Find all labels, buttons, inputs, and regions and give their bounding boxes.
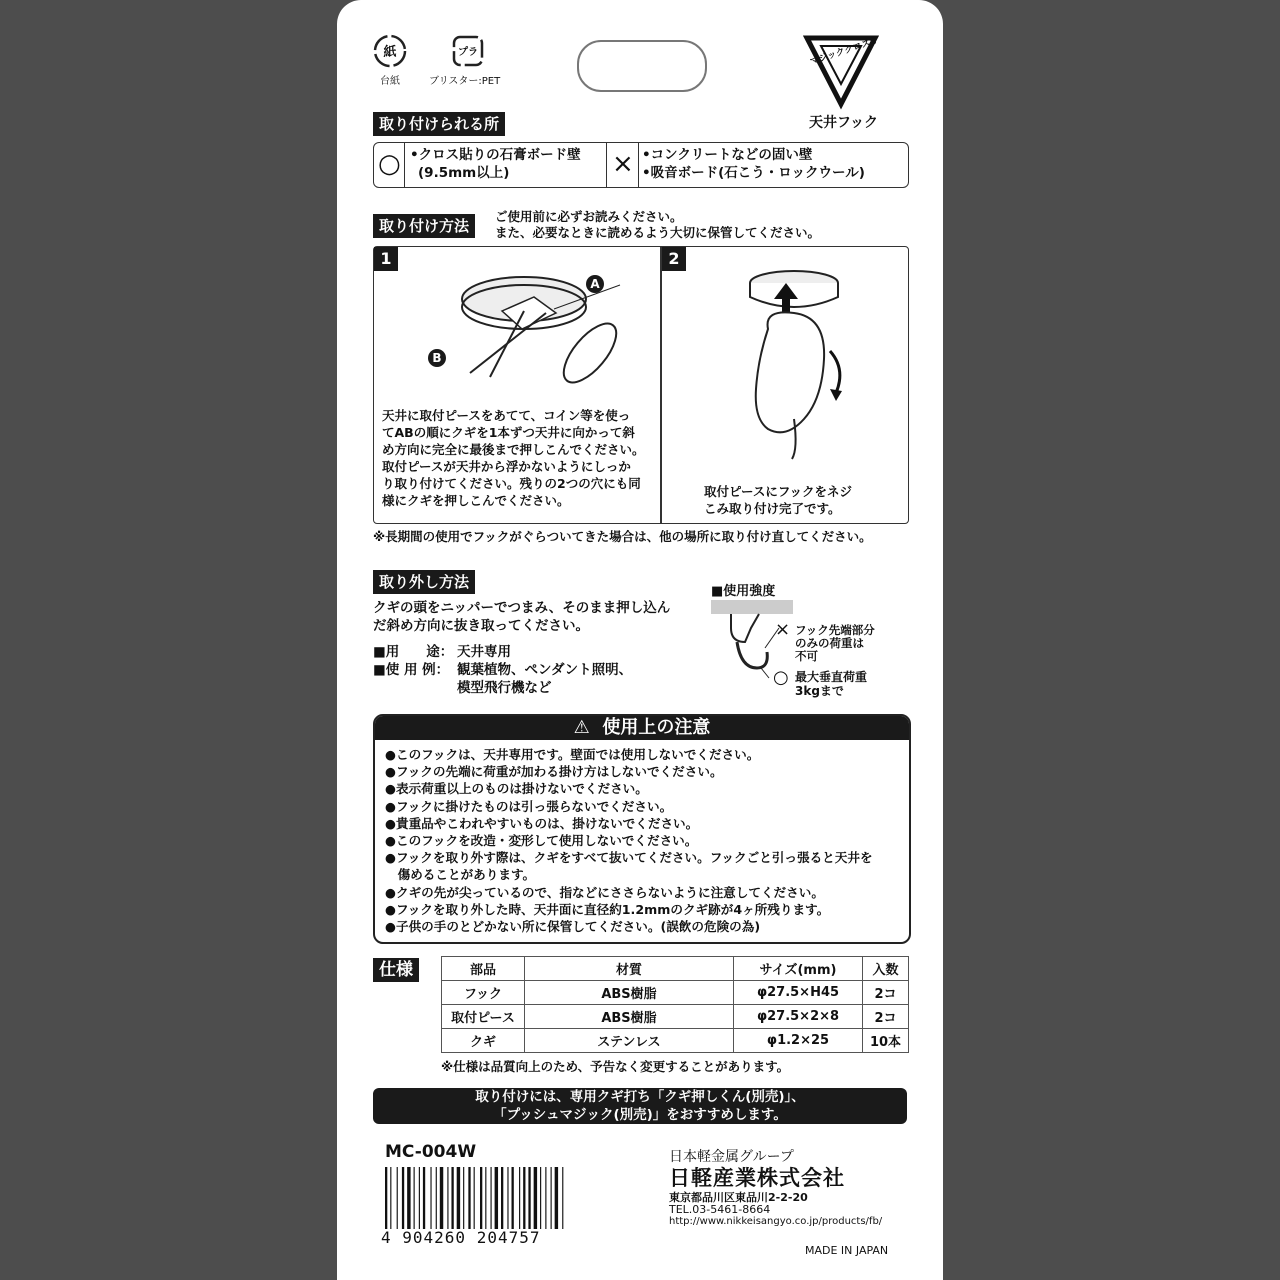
barcode-bar — [440, 1167, 443, 1229]
table-row — [442, 1029, 909, 1053]
removal-line1: クギの頭をニッパーでつまみ、そのまま押し込ん — [373, 600, 671, 616]
model-number: MC-004W — [385, 1142, 477, 1162]
step2-number: 2 — [662, 247, 686, 271]
spec-cell: 10本 — [863, 1029, 909, 1053]
barcode-bar — [523, 1167, 525, 1229]
barcode-bar — [430, 1167, 431, 1229]
spec-note: ※仕様は品質向上のため、予告なく変更することがあります。 — [441, 1059, 790, 1074]
ok-symbol: ○ — [378, 149, 401, 179]
caution-item: ●子供の手のとどかない所に保管してください。(誤飲の危険の為) — [385, 919, 761, 935]
caution-item: ●クギの先が尖っているので、指などにささらないように注意してください。 — [385, 884, 824, 900]
strength-ok-line2: 3kgまで — [795, 684, 844, 698]
barcode-bar — [512, 1167, 514, 1229]
strength-title: ■使用強度 — [711, 584, 776, 599]
step1-illustration — [424, 267, 664, 407]
caution-item: ●貴重品やこわれやすいものは、掛けないでください。 — [385, 815, 699, 831]
ng-line1: •コンクリートなどの固い壁 — [642, 147, 813, 163]
caution-item: ●表示荷重以上のものは掛けないでください。 — [385, 781, 648, 797]
hang-hole — [577, 40, 707, 92]
recycle-paper-label: 台紙 — [380, 76, 400, 87]
table-row — [442, 1005, 909, 1029]
caution-header — [375, 716, 909, 740]
spec-cell: φ1.2×25 — [734, 1029, 863, 1053]
barcode-bar — [407, 1167, 410, 1229]
recommend-line2: 「プッシュマジック(別売)」をおすすめします。 — [493, 1106, 787, 1123]
barcode-bar — [485, 1167, 486, 1229]
caution-item: 傷めることがあります。 — [385, 867, 536, 883]
install-steps-box — [373, 246, 909, 524]
step2-line: 取付ピースにフックをネジ — [704, 484, 853, 499]
barcode-bar — [519, 1167, 520, 1229]
step1-line: 様にクギを押しこんでください。 — [382, 493, 570, 508]
caution-item: ●フックに掛けたものは引っ張らないでください。 — [385, 798, 673, 814]
install-note-line1: ご使用前に必ずお読みください。 — [495, 209, 683, 224]
strength-ng-line2: のみの荷重は — [795, 636, 864, 650]
barcode-bar — [540, 1167, 541, 1229]
spec-header: サイズ(mm) — [734, 957, 863, 981]
recycle-plastic-label: ブリスター:PET — [429, 76, 501, 87]
spec-header: 入数 — [863, 957, 909, 981]
barcode-bar — [457, 1167, 460, 1229]
step1-number: 1 — [374, 247, 398, 271]
spec-header: 材質 — [525, 957, 734, 981]
recommend-banner — [373, 1088, 907, 1124]
product-name: 天井フック — [809, 115, 879, 131]
removal-line2: だ斜め方向に抜き取ってください。 — [373, 618, 589, 634]
barcode-bar — [555, 1167, 558, 1229]
barcode-bar — [534, 1167, 537, 1229]
step1-label-a: A — [586, 275, 604, 293]
barcode-bar — [402, 1167, 404, 1229]
brand-logo-text: マジッククロス8 — [808, 36, 878, 68]
barcode-bar — [528, 1167, 530, 1229]
caution-title: 使用上の注意 — [602, 717, 711, 738]
barcode-bar — [551, 1167, 552, 1229]
made-in: MADE IN JAPAN — [805, 1244, 889, 1257]
spec-title: 仕様 — [373, 958, 419, 982]
install-footnote: ※長期間の使用でフックがぐらついてきた場合は、他の場所に取り付け直してください。 — [373, 529, 872, 544]
spec-cell: クギ — [442, 1029, 525, 1053]
spec-cell: φ27.5×H45 — [734, 981, 863, 1005]
ng-symbol: × — [612, 149, 634, 179]
removal-title: 取り外し方法 — [373, 570, 475, 594]
spec-cell: 取付ピース — [442, 1005, 525, 1029]
step1-line: 天井に取付ピースをあてて、コイン等を使っ — [382, 408, 631, 423]
barcode-bar — [436, 1167, 437, 1229]
ng-line2: •吸音ボード(石こう・ロックウール) — [642, 165, 865, 181]
barcode-bar — [480, 1167, 482, 1229]
step1-line: め方向に完全に最後まで押しこんでください。 — [382, 442, 645, 457]
barcode-bar — [507, 1167, 508, 1229]
mount-places-title: 取り付けられる所 — [373, 112, 505, 136]
recycle-plastic-mark: プラ — [458, 47, 478, 58]
example-line1: 観葉植物、ペンダント照明、 — [457, 662, 633, 678]
company-group: 日本軽金属グループ — [669, 1149, 794, 1165]
barcode-bar — [385, 1167, 387, 1229]
recommend-line1: 取り付けには、専用クギ打ち「クギ押しくん(別売)」、 — [475, 1089, 805, 1105]
caution-item: ●フックの先端に荷重が加わる掛け方はしないでください。 — [385, 764, 723, 780]
barcode-bar — [390, 1167, 391, 1229]
company-name: 日軽産業株式会社 — [669, 1166, 845, 1190]
barcode — [383, 1167, 593, 1231]
caution-list — [375, 746, 909, 935]
install-title: 取り付け方法 — [373, 214, 475, 238]
spec-cell: フック — [442, 981, 525, 1005]
barcode-bar — [414, 1167, 415, 1229]
barcode-digits: 4 904260 204757 — [381, 1228, 541, 1247]
barcode-bar — [419, 1167, 420, 1229]
barcode-bar — [474, 1167, 475, 1229]
strength-ng-line3: 不可 — [795, 649, 818, 663]
caution-item: ●フックを取り外した時、天井面に直径約1.2mmのクギ跡が4ヶ所残ります。 — [385, 901, 830, 917]
caution-box — [373, 714, 911, 944]
strength-ng-symbol: × — [775, 619, 791, 640]
spec-cell: 2コ — [863, 981, 909, 1005]
barcode-bar — [423, 1167, 425, 1229]
barcode-bar — [447, 1167, 448, 1229]
spec-cell: ABS樹脂 — [525, 981, 734, 1005]
caution-item: ●このフックを改造・変形して使用しないでください。 — [385, 833, 698, 849]
step1-line: り取り付けてください。残りの2つの穴にも同 — [382, 476, 641, 491]
barcode-bar — [397, 1167, 398, 1229]
barcode-bar — [545, 1167, 546, 1229]
barcode-bar — [562, 1167, 563, 1229]
warning-icon: ⚠ — [573, 717, 590, 738]
step1-label-b: B — [428, 349, 446, 367]
ok-line2: (9.5mm以上) — [418, 165, 510, 181]
step1-line: 取付ピースが天井から浮かないようにしっか — [382, 459, 631, 474]
barcode-bar — [491, 1167, 492, 1229]
strength-ok-line1: 最大垂直荷重 — [795, 670, 868, 684]
ok-line1: •クロス貼りの石膏ボード壁 — [410, 147, 581, 163]
barcode-bar — [501, 1167, 503, 1229]
company-address: 東京都品川区東品川2-2-20 — [669, 1191, 808, 1204]
spec-header-row — [442, 957, 909, 981]
barcode-bar — [468, 1167, 470, 1229]
spec-cell: ステンレス — [525, 1029, 734, 1053]
step2-line: こみ取り付け完了です。 — [704, 501, 841, 516]
usage-label: ■用 途： — [373, 644, 454, 660]
barcode-bar — [463, 1167, 464, 1229]
example-line2: 模型飛行機など — [457, 680, 552, 696]
caution-item: ●フックを取り外す際は、クギをすべて抜いてください。フックごと引っ張ると天井を — [385, 850, 873, 866]
example-label: ■使 用 例： — [373, 662, 450, 678]
strength-ng-line1: フック先端部分 — [795, 623, 875, 637]
company-url[interactable]: http://www.nikkeisangyo.co.jp/products/fb/ — [669, 1216, 883, 1227]
step2-illustration — [734, 269, 894, 479]
company-tel: TEL.03-5461-8664 — [669, 1203, 771, 1216]
mount-places-box — [373, 142, 909, 188]
table-row — [442, 981, 909, 1005]
usage-value: 天井専用 — [457, 644, 511, 660]
install-note-line2: また、必要なときに読めるよう大切に保管してください。 — [495, 225, 821, 240]
spec-cell: ABS樹脂 — [525, 1005, 734, 1029]
caution-item: ●このフックは、天井専用です。壁面では使用しないでください。 — [385, 747, 760, 762]
recycle-paper-mark: 紙 — [383, 45, 397, 60]
step1-line: てABの順にクギを1本ずつ天井に向かって斜 — [382, 425, 635, 440]
spec-cell: 2コ — [863, 1005, 909, 1029]
package-card — [337, 0, 943, 1280]
strength-ok-symbol: ○ — [773, 667, 789, 688]
spec-table — [441, 956, 909, 1053]
barcode-bar — [495, 1167, 498, 1229]
spec-cell: φ27.5×2×8 — [734, 1005, 863, 1029]
spec-header: 部品 — [442, 957, 525, 981]
barcode-bar — [451, 1167, 453, 1229]
